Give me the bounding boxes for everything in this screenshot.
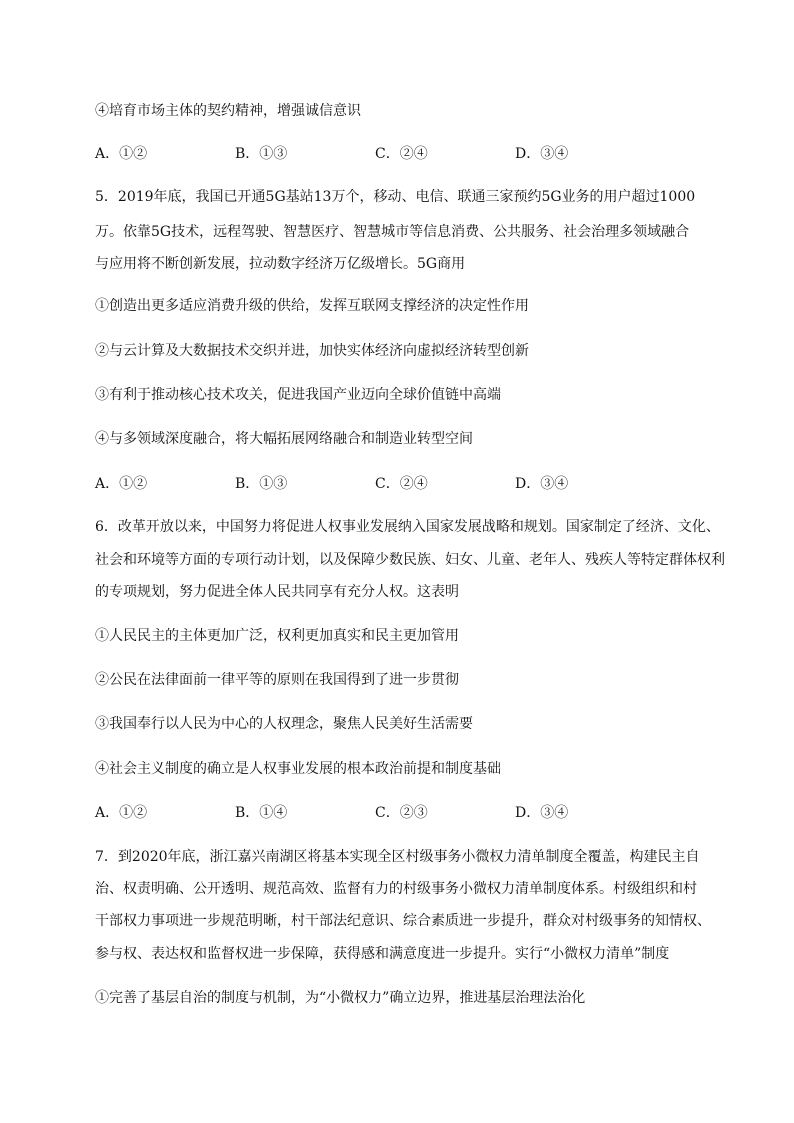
q7-stem-line-1: 7．到2020年底，浙江嘉兴南湖区将基本实现全区村级事务小微权力清单制度全覆盖，构建民主自 [95, 849, 700, 865]
q6-stem-line-3: 的专项规划，努力促进全体人民共同享有充分人权。这表明 [95, 584, 459, 600]
q4-statement-4: ④培育市场主体的契约精神，增强诚信意识 [95, 103, 361, 119]
q5-option-b[interactable]: B．①③ [235, 476, 288, 492]
q6-options [95, 803, 695, 823]
q5-options [95, 474, 695, 494]
q6-option-a[interactable]: A．①② [95, 805, 148, 821]
q4-option-d[interactable]: D．③④ [515, 146, 569, 162]
q5-statement-1: ①创造出更多适应消费升级的供给，发挥互联网支撑经济的决定性作用 [95, 298, 529, 314]
q6-stem-line-1: 6．改革开放以来，中国努力将促进人权事业发展纳入国家发展战略和规划。国家制定了经济、文化、 [95, 519, 720, 535]
q6-option-b[interactable]: B．①④ [235, 805, 288, 821]
q5-option-a[interactable]: A．①② [95, 476, 148, 492]
q4-options [95, 144, 695, 164]
q4-option-c[interactable]: C．②④ [375, 146, 428, 162]
q5-statement-2: ②与云计算及大数据技术交织并进，加快实体经济向虚拟经济转型创新 [95, 343, 529, 359]
q6-statement-1: ①人民民主的主体更加广泛，权利更加真实和民主更加管用 [95, 628, 459, 644]
q4-option-a[interactable]: A．①② [95, 146, 148, 162]
q5-option-d[interactable]: D．③④ [515, 476, 569, 492]
q7-stem-line-4: 参与权、表达权和监督权进一步保障，获得感和满意度进一步提升。实行“小微权力清单”制度 [95, 946, 670, 962]
q6-stem-line-2: 社会和环境等方面的专项行动计划，以及保障少数民族、妇女、儿童、老年人、残疾人等特定群体权利 [95, 552, 725, 568]
q5-option-c[interactable]: C．②④ [375, 476, 428, 492]
q6-option-c[interactable]: C．②③ [375, 805, 428, 821]
q6-statement-2: ②公民在法律面前一律平等的原则在我国得到了进一步贯彻 [95, 672, 459, 688]
q5-stem-line-3: 与应用将不断创新发展，拉动数字经济万亿级增长。5G商用 [95, 256, 466, 272]
q7-stem-line-2: 治、权责明确、公开透明、规范高效、监督有力的村级事务小微权力清单制度体系。村级组织和村 [95, 881, 697, 897]
q4-option-b[interactable]: B．①③ [235, 146, 288, 162]
q5-stem-line-1: 5．2019年底，我国已开通5G基站13万个，移动、电信、联通三家预约5G业务的用户超过1000 [95, 189, 696, 205]
q5-stem-line-2: 万。依靠5G技术，远程驾驶、智慧医疗、智慧城市等信息消费、公共服务、社会治理多领域融合 [95, 224, 690, 240]
q5-statement-3: ③有利于推动核心技术攻关，促进我国产业迈向全球价值链中高端 [95, 387, 501, 403]
q6-option-d[interactable]: D．③④ [515, 805, 569, 821]
q7-statement-1: ①完善了基层自治的制度与机制，为“小微权力”确立边界，推进基层治理法治化 [95, 990, 586, 1006]
q6-statement-3: ③我国奉行以人民为中心的人权理念，聚焦人民美好生活需要 [95, 716, 473, 732]
q7-stem-line-3: 干部权力事项进一步规范明晰，村干部法纪意识、综合素质进一步提升，群众对村级事务的知情权、 [95, 913, 711, 929]
q6-statement-4: ④社会主义制度的确立是人权事业发展的根本政治前提和制度基础 [95, 761, 501, 777]
q5-statement-4: ④与多领域深度融合，将大幅拓展网络融合和制造业转型空间 [95, 431, 473, 447]
